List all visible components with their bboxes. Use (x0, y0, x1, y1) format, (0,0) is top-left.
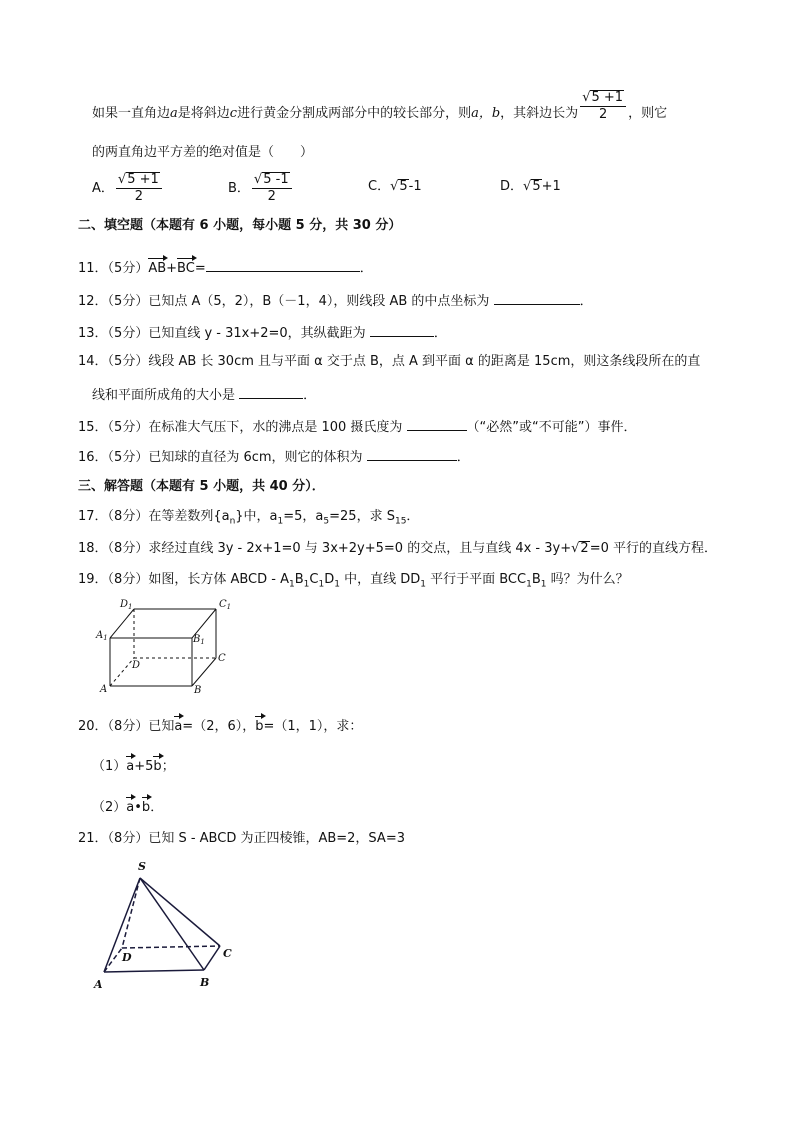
option-d: D．√5+1 (500, 179, 561, 194)
vector-b: b (255, 714, 263, 736)
q20-part1: （1）a+5b； (92, 754, 175, 776)
label-a: A (94, 978, 103, 991)
section-3-heading: 三、解答题（本题有 5 小题，共 40 分）． (78, 479, 325, 494)
q10-text: 如果一直角边 (92, 106, 171, 121)
var-c: c (229, 106, 238, 121)
vector-bc: BC (177, 256, 195, 278)
answer-blank[interactable] (407, 416, 467, 431)
q19: 19．（8分）如图，长方体 ABCD - $A_1B_1C_1D_1$ 中，直线 $DD_1$ 平行于平面 $BCC_1B_1$ 吗？为什么？ (78, 572, 629, 590)
q20-part2: （2）a•b． (92, 795, 163, 817)
q10-line2: 的两直角边平方差的绝对值是（ ） (92, 145, 314, 160)
vector-b: b (153, 754, 161, 776)
label-b1: $B_1$ (193, 634, 205, 646)
q14-line2: 线和平面所成角的大小是 ． (92, 384, 316, 405)
vector-a: a (126, 754, 134, 776)
q15: 15．（5分）在标准大气压下，水的沸点是 100 摄氏度为 （“必然”或“不可能”）事件． (78, 416, 637, 437)
label-d: D (132, 660, 141, 671)
label-c: C (223, 947, 232, 960)
q10-text: ，其斜边长为 (500, 106, 579, 121)
label-c: C (218, 653, 226, 664)
edge-sd-hidden (122, 878, 140, 948)
label-b: B (194, 685, 202, 696)
q14-line1: 14．（5分）线段 AB 长 30cm 且与平面 α 交于点 B，点 A 到平面 α 的距离是 15cm，则这条线段所在的直 (78, 354, 701, 369)
var-a: a (170, 106, 178, 121)
edge-bc (204, 946, 220, 970)
answer-blank[interactable] (370, 322, 434, 337)
label-d1: $D_1$ (120, 599, 133, 611)
answer-blank[interactable] (367, 446, 457, 461)
q10-text: ，则它 (628, 106, 668, 121)
q10-text: 是将斜边 (177, 106, 230, 121)
answer-blank[interactable] (494, 290, 580, 305)
option-b: B． $\frac{√5 -1}{2}$ (228, 172, 368, 205)
edge-ad-hidden (110, 658, 134, 686)
q20: 20．（8分）已知a=（2，6），b=（1，1），求： (78, 714, 362, 736)
edge-ad-hidden (104, 948, 122, 972)
edge-dc-hidden (122, 946, 220, 948)
q10-text: 进行黄金分割成两部分中的较长部分，则 (237, 106, 472, 121)
vector-a: a (174, 714, 182, 736)
label-a1: $A_1$ (96, 630, 108, 642)
pyramid-figure (88, 854, 248, 994)
answer-blank[interactable] (239, 384, 303, 399)
q17: 17．（8分）在等差数列$\{a_n\}$中，$a_1=5$，$a_5=25$，求 $S_{15}$． (78, 509, 420, 527)
label-s: S (138, 860, 146, 873)
label-a: A (100, 684, 108, 695)
label-d: D (122, 951, 132, 964)
q10-line1 (92, 90, 668, 123)
hypotenuse-fraction: $\frac{√5 +1}{2}$ (580, 90, 626, 123)
q18: 18．（8分）求经过直线 3y - 2x+1=0 与 3x+2y+5=0 的交点，且与直线 4x - 3y+√2=0 平行的直线方程． (78, 541, 717, 556)
q13: 13．（5分）已知直线 y - 31x+2=0，其纵截距为 ． (78, 322, 447, 343)
q11: 11．（5分）AB+BC= ． (78, 256, 373, 278)
q21: 21．（8分）已知 S - ABCD 为正四棱锥，AB=2，SA=3 (78, 831, 405, 846)
vector-a: a (126, 795, 134, 817)
var-ab: a，b (471, 106, 501, 121)
option-c: C．√5-1 (368, 179, 422, 194)
option-a: A． $\frac{√5 +1}{2}$ (92, 172, 232, 205)
vector-b: b (142, 795, 150, 817)
vector-ab: AB (148, 256, 166, 278)
label-c1: $C_1$ (219, 599, 232, 611)
label-b: B (200, 976, 210, 989)
answer-blank[interactable] (206, 257, 360, 272)
q12: 12．（5分）已知点 A（5，2），B（－1，4），则线段 AB 的中点坐标为 ． (78, 290, 593, 311)
q16: 16．（5分）已知球的直径为 6cm，则它的体积为 ． (78, 446, 470, 467)
edge-bc (192, 658, 216, 686)
section-2-heading: 二、填空题（本题有 6 小题，每小题 5 分，共 30 分） (78, 218, 402, 233)
cuboid-figure (92, 596, 242, 698)
edge-ab (104, 970, 204, 972)
edge-a1d1 (110, 609, 134, 638)
